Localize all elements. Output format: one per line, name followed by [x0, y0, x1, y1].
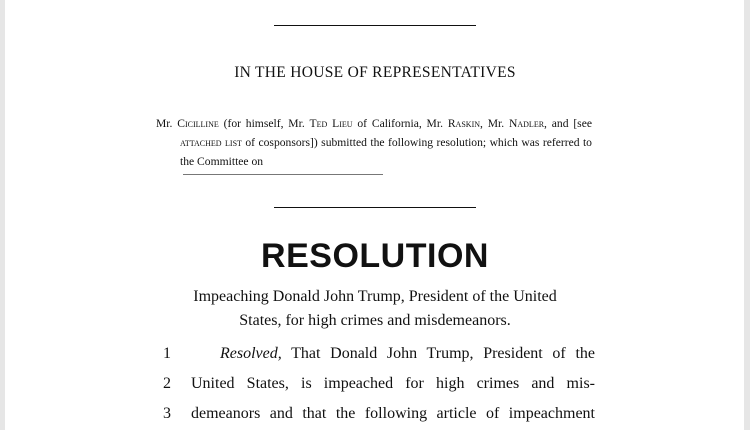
top-rule — [274, 25, 476, 26]
line-number: 1 — [163, 345, 171, 362]
section-rule — [274, 207, 476, 208]
line-number: 2 — [163, 375, 171, 392]
resolution-line-3 — [163, 405, 595, 427]
sponsor-text: Mr. Cicilline (for himself, Mr. Ted Lieu of California, Mr. Raskin, Mr. Nadler, and [see attached list of cosponsors]) submitted the following resolution; which was referred to the Committee on — [156, 117, 592, 168]
resolution-line-2 — [163, 375, 595, 397]
line-number: 3 — [163, 405, 171, 422]
resolved-word: Resolved, — [220, 345, 282, 362]
resolution-title — [150, 285, 600, 333]
resolution-heading: RESOLUTION — [261, 237, 489, 275]
title-line-2: States, for high crimes and misdemeanors. — [239, 312, 511, 329]
sponsor-name: Cicilline — [177, 117, 219, 130]
line-text: Resolved, That Donald John Trump, President of the — [220, 345, 595, 362]
line-text: demeanors and that the following article of impeachment — [191, 405, 595, 422]
line-text: United States, is impeached for high crimes and mis- — [191, 375, 595, 392]
committee-blank-line — [183, 174, 383, 175]
sponsor-paragraph — [156, 114, 592, 171]
title-line-1: Impeaching Donald John Trump, President of the United — [193, 288, 557, 305]
resolution-line-1 — [163, 345, 595, 367]
chamber-heading: IN THE HOUSE OF REPRESENTATIVES — [234, 64, 516, 81]
